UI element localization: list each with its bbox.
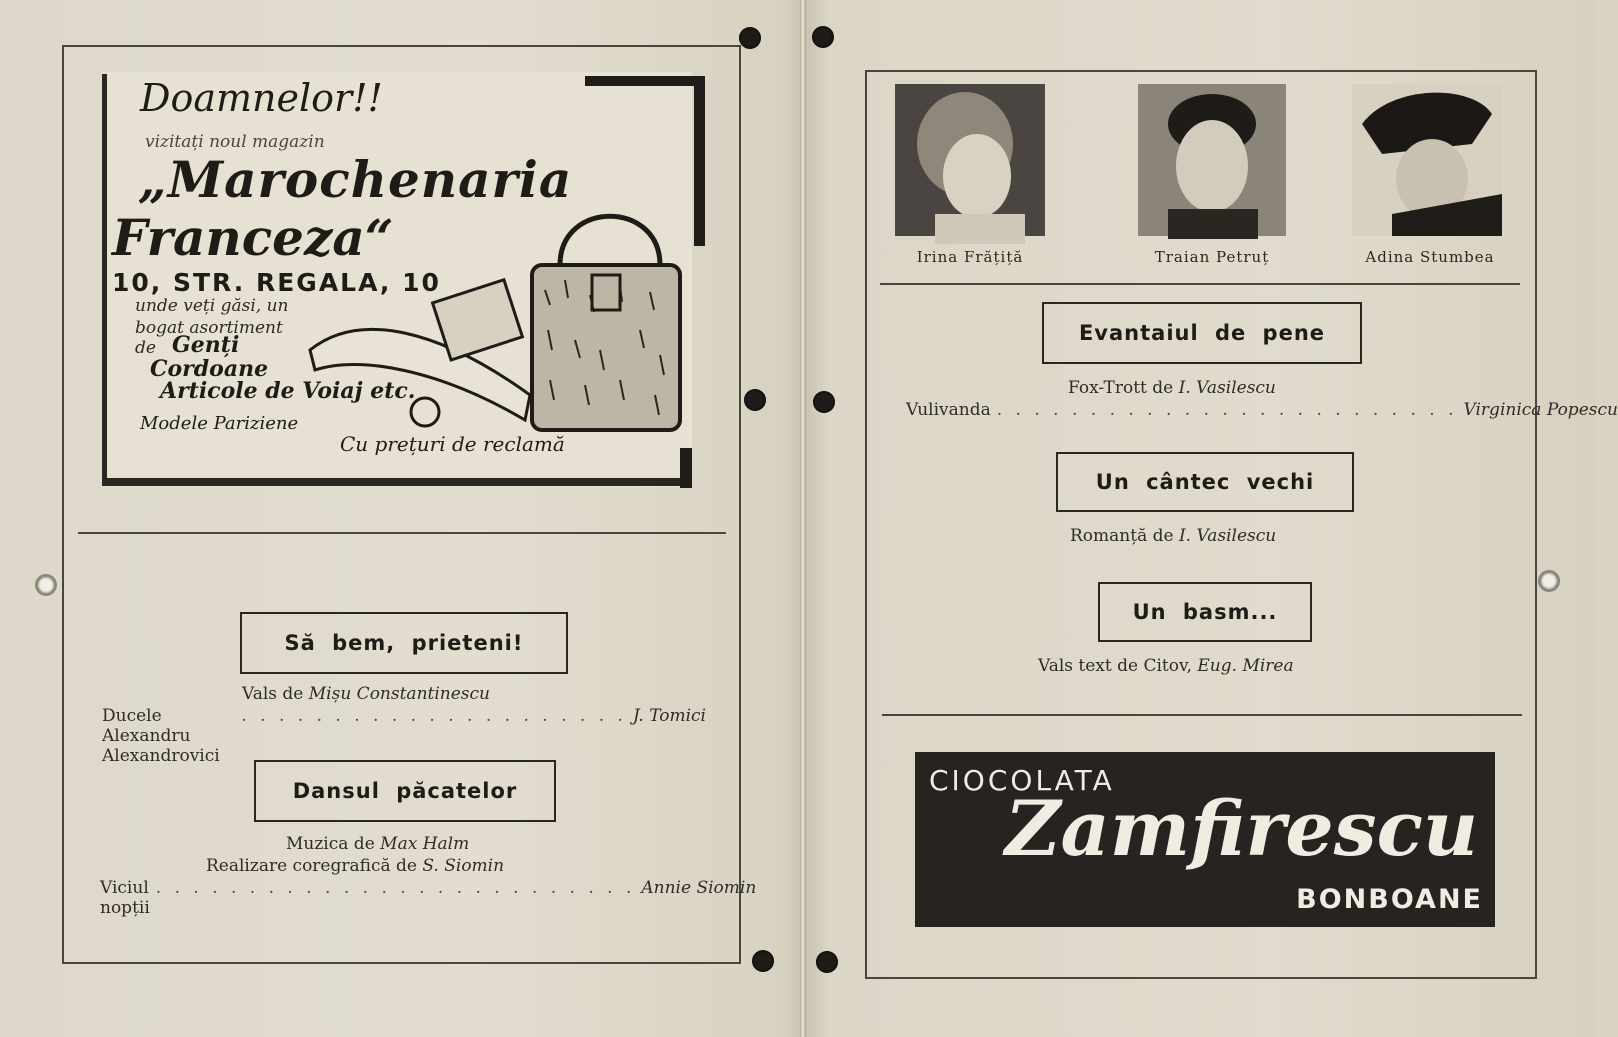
portrait-caption: Irina Frățiță [916,248,1024,266]
song-title: Evantaiul de pene [1042,302,1362,364]
song-credit: Realizare coregrafică de S. Siomin [206,856,505,876]
binding-hole [816,951,838,973]
ad-product: Articole de Voiaj etc. [160,378,416,404]
leader-dots: . . . . . . . . . . . . . . . . . . . . . [241,706,627,726]
choco-brand: Zamfirescu [1005,784,1479,873]
ad-text: de [135,338,156,358]
cast-row [102,706,706,766]
leader-dots: . . . . . . . . . . . . . . . . . . . . . . . . . . [155,878,636,898]
book-spine [800,0,806,1037]
ad-store-name: „Marochenaria [138,150,573,209]
ad-address: 10, STR. REGALA, 10 [112,268,441,297]
song-title: Dansul păcatelor [254,760,556,822]
ad-corner-decoration [585,76,705,86]
portrait-photo [1352,84,1502,236]
song-credit: Vals de Mișu Constantinescu [242,684,490,704]
song-title: Să bem, prieteni! [240,612,568,674]
ad-text: bogat asortiment [135,318,283,338]
binding-hole [812,26,834,48]
performer-name: Annie Siomin [641,878,757,898]
song-credit: Fox-Trott de I. Vasilescu [1068,378,1276,398]
song-credit: Romanță de I. Vasilescu [1070,526,1277,546]
binding-hole [752,950,774,972]
ad-store-name: Franceza“ [112,208,394,267]
binding-hole [739,27,761,49]
binding-hole [1538,570,1560,592]
choco-heading: CIOCOLATA [929,764,1115,797]
leader-dots: . . . . . . . . . . . . . . . . . . . . . . . . . [996,400,1458,420]
portrait-photo [1138,84,1286,236]
role-name: Ducele Alexandru Alexandrovici [102,706,220,766]
song-credit: Muzica de Max Halm [286,834,470,854]
portrait-caption: Traian Petruț [1154,248,1270,266]
ad-corner-decoration [680,448,692,488]
cast-row [906,400,1618,420]
role-name: Vulivanda [906,400,991,420]
portrait-man-icon [1138,84,1286,236]
binding-hole [35,574,57,596]
section-divider [882,714,1522,716]
portrait-caption: Adina Stumbea [1365,248,1495,266]
ad-text: unde veți găsi, un [135,296,289,316]
ad-product: Genți [172,332,240,358]
ad-greeting: Doamnelor!! [140,76,383,120]
portrait-woman-icon [895,84,1045,236]
binding-hole [813,391,835,413]
song-title: Un cântec vechi [1056,452,1354,512]
song-title: Un basm... [1098,582,1312,642]
ad-prices: Cu prețuri de reclamă [340,432,565,456]
ad-frame [102,74,107,484]
role-name: Viciul nopții [100,878,150,918]
song-credit: Vals text de Citov, Eug. Mirea [1038,656,1294,676]
binding-hole [744,389,766,411]
choco-subheading: BONBOANE [1296,884,1483,915]
performer-name: J. Tomici [632,706,706,726]
ad-product: Cordoane [150,356,269,382]
portrait-photo [895,84,1045,236]
ad-frame [102,478,692,486]
portrait-woman-hat-icon [1352,84,1502,236]
zamfirescu-chocolate-advertisement [915,752,1495,927]
section-divider [880,283,1520,285]
section-divider [78,532,726,534]
ad-models: Modele Pariziene [140,413,299,434]
performer-name: Virginica Popescu [1463,400,1618,420]
cast-row [100,878,757,918]
ad-invite: vizitați noul magazin [145,132,325,152]
